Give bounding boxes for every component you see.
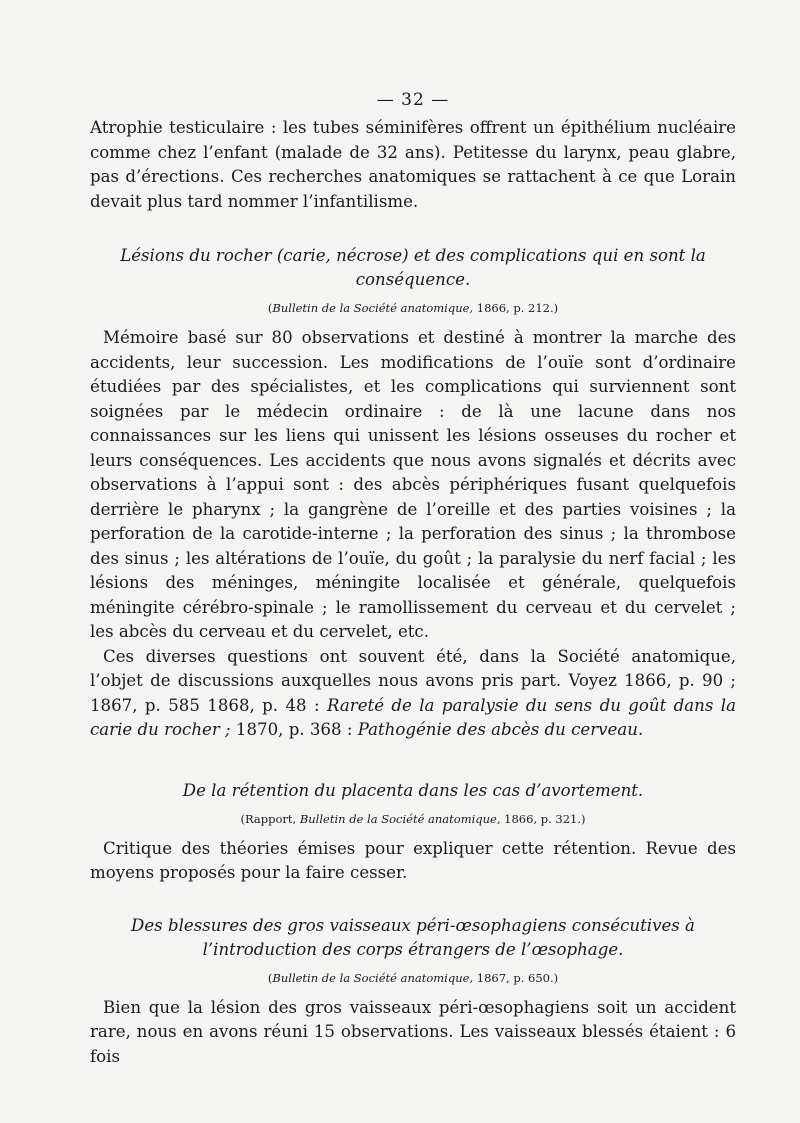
body-paragraph: Ces diverses questions ont souvent été, dans la Société anatomique, l’objet de discussions auxquelles nous avons pris part. Voyez 1866, p. 90 ; 1867, p. 585 1868, p. 48 : Rareté de la paralysie du sens du goût dans la carie du rocher ; 1870, p. 368 : Pathogénie des abcès du cerveau. bbox=[90, 646, 736, 739]
body-paragraph: Mémoire basé sur 80 observations et destiné à montrer la marche des accidents, leur succession. Les modifications de l’ouïe sont d’ordinaire étudiées par des spécialistes, et les complications qui surviennent sont soignées par le médecin ordinaire : de là une lacune dans nos connaissances sur les liens qui unissent les lésions osseuses du rocher et leurs conséquences. Les accidents que nous avons signalés et décrits avec observations à l’appui sont : des abcès périphériques fusant quelquefois derrière le pharynx ; la gangrène de l’oreille et des parties voisines ; la perforation de la carotide-interne ; la perforation des sinus ; la thrombose des sinus ; les altérations de l’ouïe, du goût ; la paralysie du nerf facial ; les lésions des méninges, méningite localisée et générale, quelquefois méningite cérébro-spinale ; le ramollissement du cerveau et du cervelet ; les abcès du cerveau et du cervelet, etc. bbox=[90, 328, 736, 641]
body-paragraph: Critique des théories émises pour expliquer cette rétention. Revue des moyens proposés pour la faire cesser. bbox=[90, 838, 736, 882]
document-page bbox=[90, 90, 736, 1069]
section-title-placenta: De la rétention du placenta dans les cas d’avortement. bbox=[182, 780, 644, 800]
page-number: — 32 — bbox=[376, 90, 450, 110]
intro-paragraph: Atrophie testiculaire : les tubes séminifères offrent un épithélium nucléaire comme chez l’enfant (malade de 32 ans). Petitesse du larynx, peau glabre, pas d’érections. Ces recherches anatomiques se rattachent à ce que Lorain devait plus tard nommer l’infantilisme. bbox=[90, 118, 736, 211]
section-title-oesophage: Des blessures des gros vaisseaux péri-œsophagiens consécutives à l’introduction des corps étrangers de l’œsophage. bbox=[131, 915, 695, 959]
section-title-rocher: Lésions du rocher (carie, nécrose) et des complications qui en sont la conséquence. bbox=[120, 246, 706, 289]
section-reference-rocher: (Bulletin de la Société anatomique, 1866, p. 212.) bbox=[267, 301, 559, 315]
section-reference-oesophage: (Bulletin de la Société anatomique, 1867, p. 650.) bbox=[267, 970, 559, 985]
section-reference-placenta: (Rapport, Bulletin de la Société anatomique, 1866, p. 321.) bbox=[240, 811, 586, 826]
body-paragraph: Bien que la lésion des gros vaisseaux péri-œsophagiens soit un accident rare, nous en avons réuni 15 observations. Les vaisseaux blessés étaient : 6 fois bbox=[90, 997, 736, 1066]
